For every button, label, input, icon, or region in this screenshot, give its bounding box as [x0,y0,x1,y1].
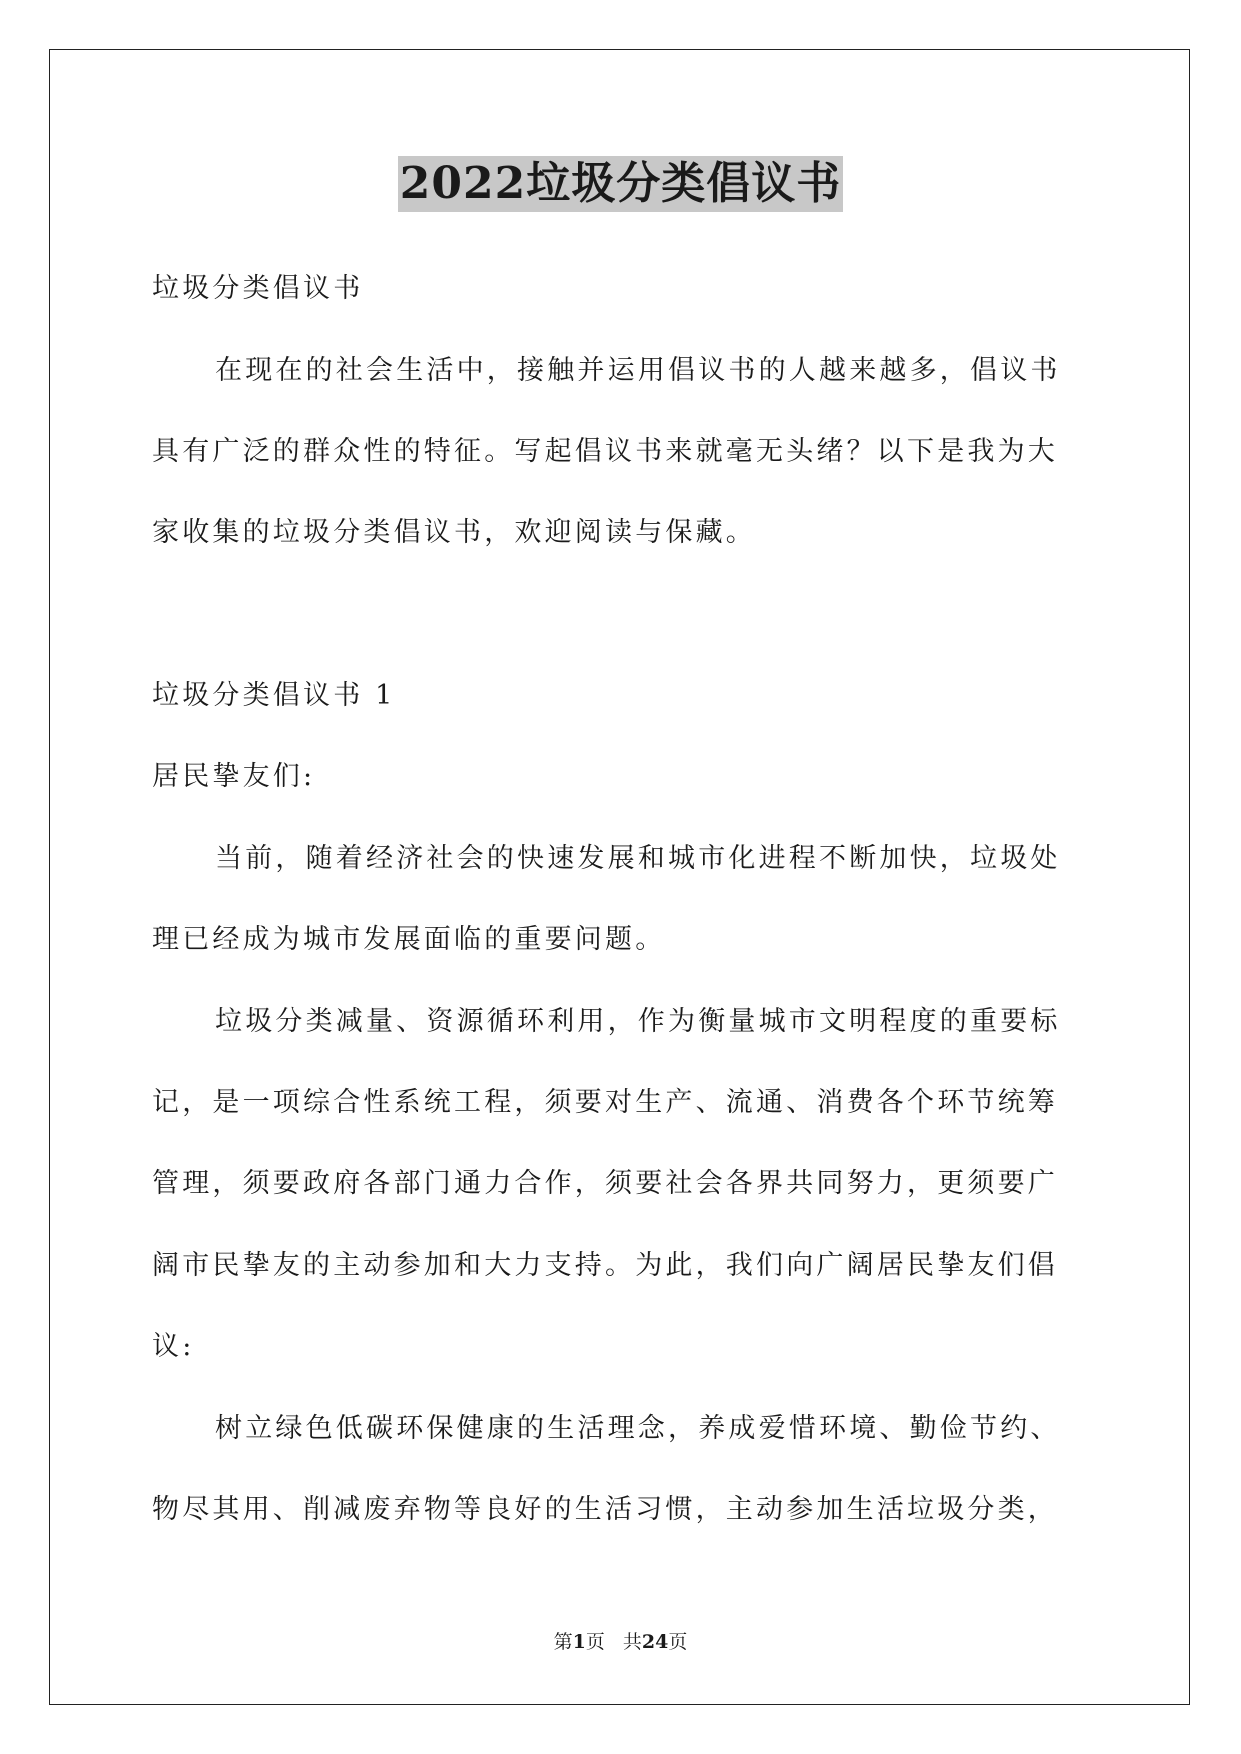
salutation: 居民挚友们: [152,761,316,792]
page-footer [0,1627,1241,1654]
paragraph-line: 当前，随着经济社会的快速发展和城市化进程不断加快，垃圾处 [215,843,1061,874]
page-prefix: 第 [553,1631,573,1653]
paragraph-line: 阔市民挚友的主动参加和大力支持。为此，我们向广阔居民挚友们倡 [152,1250,1058,1281]
total-prefix: 共 [622,1631,642,1653]
paragraph-line: 具有广泛的群众性的特征。写起倡议书来就毫无头绪？以下是我为大 [152,436,1058,467]
paragraph-line: 在现在的社会生活中，接触并运用倡议书的人越来越多，倡议书 [215,355,1061,386]
paragraph-line: 理已经成为城市发展面临的重要问题。 [152,924,666,955]
paragraph-line: 记，是一项综合性系统工程，须要对生产、流通、消费各个环节统筹 [152,1087,1058,1118]
total-suffix: 页 [668,1631,688,1653]
paragraph-line: 垃圾分类减量、资源循环利用，作为衡量城市文明程度的重要标 [215,1006,1061,1037]
page-suffix: 页 [585,1631,605,1653]
heading-line: 垃圾分类倡议书 [152,273,364,304]
document-title: 2022垃圾分类倡议书 [398,156,843,212]
paragraph-line: 家收集的垃圾分类倡议书，欢迎阅读与保藏。 [152,517,756,548]
total-pages: 24 [641,1631,669,1653]
paragraph-line: 管理，须要政府各部门通力合作，须要社会各界共同努力，更须要广 [152,1168,1058,1199]
paragraph-line: 物尽其用、削减废弃物等良好的生活习惯，主动参加生活垃圾分类， [152,1494,1058,1525]
paragraph-line: 树立绿色低碳环保健康的生活理念，养成爱惜环境、勤俭节约、 [215,1413,1061,1444]
section-heading: 垃圾分类倡议书 1 [152,680,396,711]
title-container [0,156,1241,212]
paragraph-line: 议: [152,1331,195,1362]
page-number: 1 [572,1631,586,1653]
